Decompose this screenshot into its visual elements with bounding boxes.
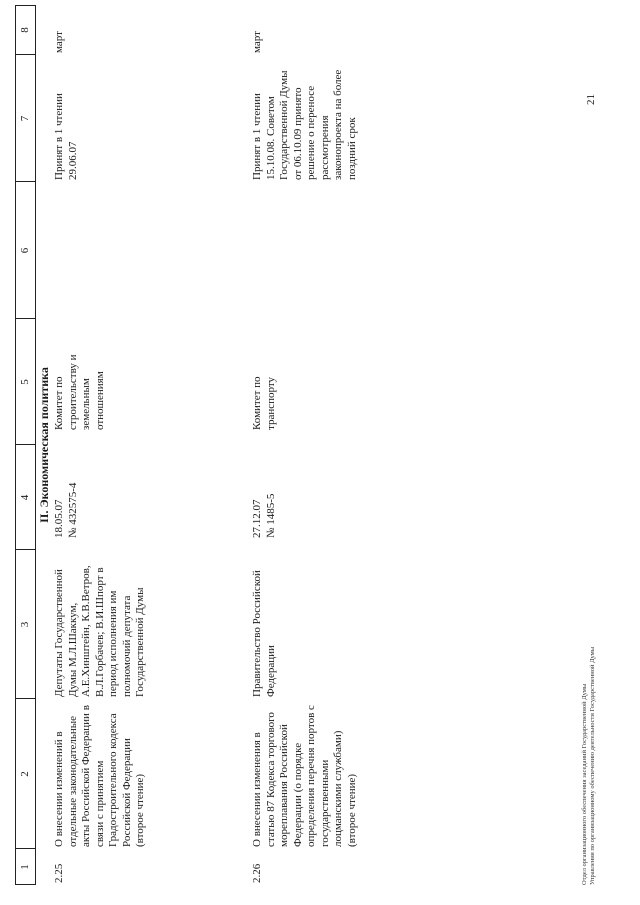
bill-status: Принят в 1 чтении 15.10.08. Советом Государственной Думы от 06.10.09 принято решение о переносе рассмотрения законопроекта на более поздний срок <box>251 69 358 180</box>
column-number: 3 <box>19 621 31 628</box>
column-number: 6 <box>19 247 31 254</box>
column-number: 8 <box>19 27 31 33</box>
bill-authors: Правительство Российской Федерации <box>251 570 277 697</box>
responsible-committee: Комитет по транспорту <box>251 376 277 430</box>
page-footer: Отдел организационного обеспечения заседаний Государственной Думы Управления по организационному обеспечению деятельности Государственной Думы <box>581 646 596 885</box>
column-number: 4 <box>19 494 31 501</box>
section-heading: II. Экономическая политика <box>37 367 51 523</box>
planned-month: март <box>53 31 65 53</box>
column-number: 1 <box>19 864 31 870</box>
document-table <box>15 5 605 885</box>
page-number: 21 <box>585 94 597 105</box>
row-number: 2.25 <box>53 863 65 883</box>
row-number: 2.26 <box>251 863 263 883</box>
bill-status: Принят в 1 чтении 29.06.07 <box>53 93 79 180</box>
bill-registration: 18.05.07 № 432575-4 <box>53 482 79 538</box>
planned-month: март <box>251 31 263 53</box>
bill-registration: 27.12.07 № 1485-5 <box>251 493 277 538</box>
bill-authors: Депутаты Государственной Думы М.Л.Шаккум, А.Е.Хинштейн, К.В.Ветров, В.Л.Горбачев; В.И.Шпорт в период исполнения им полномочий депутата Государственной Думы <box>53 565 146 697</box>
column-number: 5 <box>19 379 31 385</box>
bill-title: О внесении изменения в статью 87 Кодекса торгового мореплавания Российской Федерации (о порядке определения перечня портов с государственными лоцманскими службами) (второе чтение) <box>251 705 358 847</box>
column-number: 7 <box>19 115 31 122</box>
responsible-committee: Комитет по строительству и земельным отношениям <box>53 354 106 430</box>
column-number: 2 <box>19 771 31 777</box>
bill-title: О внесении изменений в отдельные законодательные акты Российской Федерации в связи с принятием Градостроительного кодекса Российской Федерации (второе чтение) <box>53 705 146 847</box>
